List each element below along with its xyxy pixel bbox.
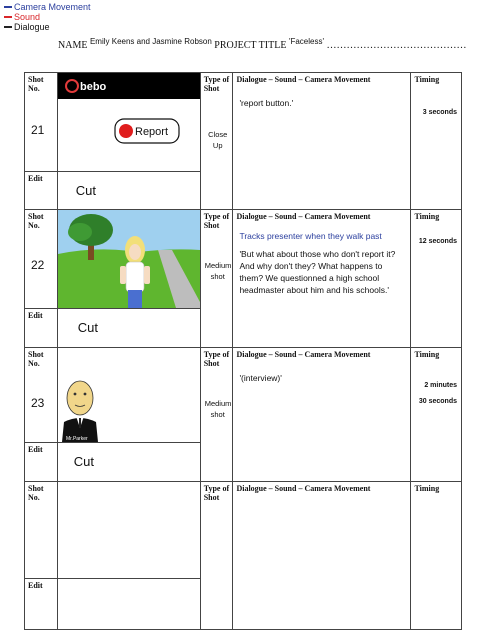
timing-label: Timing — [414, 350, 440, 359]
shot-number: 21 — [31, 123, 45, 137]
image-edit-divider — [58, 578, 200, 579]
shot-row — [25, 348, 462, 482]
shot-number: 22 — [31, 258, 45, 272]
sound-dash — [4, 16, 12, 18]
shot-type: Medium shot — [204, 261, 232, 281]
edit-label: Edit — [28, 311, 43, 320]
type-label: Type of Shot — [203, 75, 230, 93]
empty-image-area — [58, 482, 200, 578]
shot-image-cell — [57, 482, 200, 630]
timing-value: 2 minutes 30 seconds — [418, 382, 457, 405]
type-label: Type of Shot — [203, 212, 230, 230]
name-label: NAME — [58, 40, 88, 51]
camera-dash — [4, 6, 12, 8]
park-scene-drawing — [58, 210, 200, 308]
storyboard-table — [24, 72, 462, 630]
shot-row — [25, 73, 462, 210]
shot-number-cell — [25, 210, 58, 348]
shot-type: Medium shot — [204, 399, 232, 419]
bebo-screen-drawing — [58, 73, 200, 171]
edit-cut: Cut — [73, 454, 94, 469]
timing-cell — [411, 73, 462, 210]
image-edit-divider — [58, 308, 200, 309]
mr-parker-caption: Mr.Parker — [65, 436, 88, 442]
header-dots: …………………………………… — [326, 40, 467, 51]
timing-label: Timing — [414, 75, 440, 84]
legend-dialogue — [4, 22, 91, 32]
shot-row — [25, 210, 462, 348]
edit-divider — [25, 308, 57, 309]
shot-no-label: Shot No. — [28, 350, 44, 368]
dialogue-text: '(interview)' — [239, 373, 282, 383]
dialogue-text: 'But what about those who don't report it? And why don't they? What happens to them? We questionned a high school headmaster about him and his schools.' — [239, 249, 396, 295]
name-value: Emily Keens and Jasmine Robson — [89, 37, 212, 46]
type-label: Type of Shot — [203, 484, 230, 502]
shot-number-cell — [25, 482, 58, 630]
shot-no-label: Shot No. — [28, 75, 44, 93]
type-cell — [200, 210, 233, 348]
dialogue-header: Dialogue – Sound – Camera Movement — [236, 212, 371, 221]
timing-label: Timing — [414, 484, 440, 493]
edit-label: Edit — [28, 445, 43, 454]
shot-image-cell — [57, 73, 200, 210]
timing-label: Timing — [414, 212, 440, 221]
shot-number: 23 — [31, 396, 45, 410]
project-label: PROJECT TITLE — [214, 40, 287, 51]
shot-type: Close Up — [208, 130, 228, 150]
timing-cell — [411, 210, 462, 348]
timing-cell — [411, 482, 462, 630]
type-label: Type of Shot — [203, 350, 230, 368]
legend-sound — [4, 12, 91, 22]
edit-divider — [25, 578, 57, 579]
legend-camera-label: Camera Movement — [14, 2, 91, 12]
color-legend — [4, 2, 91, 32]
timing-value: 3 seconds — [422, 109, 457, 116]
dialogue-cell — [233, 210, 411, 348]
dialogue-header: Dialogue – Sound – Camera Movement — [236, 484, 371, 493]
shot-number-cell — [25, 348, 58, 482]
type-cell — [200, 348, 233, 482]
edit-cut: Cut — [77, 320, 98, 335]
project-value: 'Faceless' — [288, 37, 325, 46]
type-cell — [200, 73, 233, 210]
report-button-text: Report — [134, 126, 168, 138]
page-header — [58, 37, 467, 51]
type-cell — [200, 482, 233, 630]
edit-cut: Cut — [75, 183, 96, 198]
edit-divider — [25, 442, 57, 443]
dialogue-cell — [233, 482, 411, 630]
dialogue-cell — [233, 73, 411, 210]
dialogue-cell — [233, 348, 411, 482]
edit-label: Edit — [28, 174, 43, 183]
shot-image-cell — [57, 348, 200, 482]
image-edit-divider — [58, 171, 200, 172]
edit-divider — [25, 171, 57, 172]
shot-number-cell — [25, 73, 58, 210]
dialogue-header: Dialogue – Sound – Camera Movement — [236, 350, 371, 359]
legend-sound-label: Sound — [14, 12, 41, 22]
legend-dialogue-label: Dialogue — [14, 22, 50, 32]
image-edit-divider — [58, 442, 200, 443]
timing-cell — [411, 348, 462, 482]
shot-row-empty — [25, 482, 462, 630]
dialogue-dash — [4, 26, 12, 28]
bebo-logo-text: bebo — [79, 81, 106, 93]
shot-no-label: Shot No. — [28, 212, 44, 230]
shot-no-label: Shot No. — [28, 484, 44, 502]
interview-drawing — [58, 348, 200, 442]
camera-movement-text: Tracks presenter when they walk past — [239, 231, 382, 241]
dialogue-text: 'report button.' — [239, 98, 294, 108]
dialogue-header: Dialogue – Sound – Camera Movement — [236, 75, 371, 84]
shot-image-cell — [57, 210, 200, 348]
report-button-drawing — [115, 119, 179, 143]
timing-value: 12 seconds — [418, 238, 457, 245]
edit-label: Edit — [28, 581, 43, 590]
legend-camera — [4, 2, 91, 12]
